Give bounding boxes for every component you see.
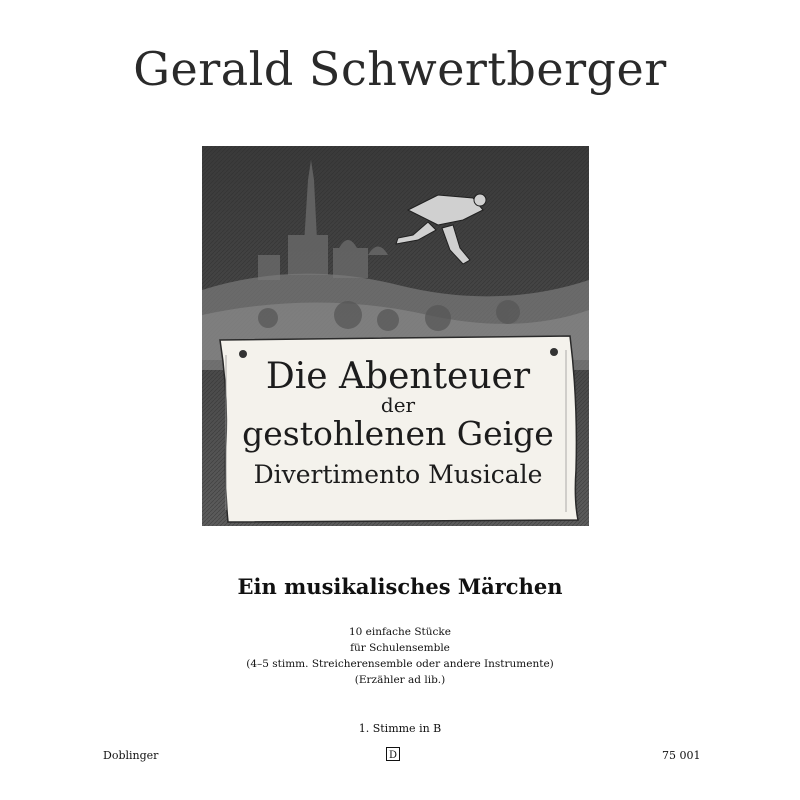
catalog-number: 75 001: [662, 749, 701, 762]
publisher-logo-icon: [386, 747, 400, 761]
illustration-title-line3: gestohlenen Geige: [242, 414, 554, 453]
subtitle: Ein musikalisches Märchen: [237, 574, 563, 599]
composer-name: Gerald Schwertberger: [133, 42, 667, 96]
part-label: 1. Stimme in B: [358, 722, 442, 735]
description-line: für Schulensemble: [350, 642, 450, 654]
svg-text:D: D: [388, 750, 398, 761]
illustration-title-line4: Divertimento Musicale: [253, 460, 543, 489]
illustration-title-line1: Die Abenteuer: [265, 356, 531, 397]
description-line: (Erzähler ad lib.): [354, 674, 446, 686]
description-block: [0, 624, 800, 688]
illustration-title-line2: der: [380, 393, 416, 417]
description-line: (4–5 stimm. Streicherensemble oder andere Instrumente): [246, 658, 554, 670]
publisher-name: Doblinger: [103, 749, 159, 762]
cover-illustration: [198, 140, 593, 532]
description-line: 10 einfache Stücke: [348, 626, 451, 638]
